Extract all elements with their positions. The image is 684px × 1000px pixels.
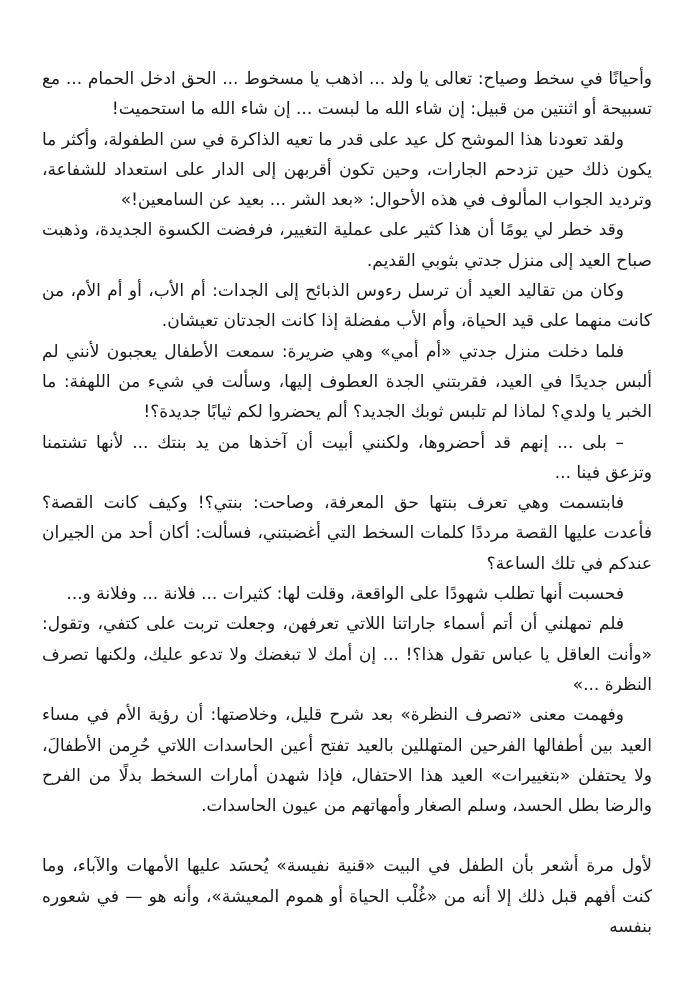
paragraph: وقد خطر لي يومًا أن هذا كثير على عملية التغيير، فرفضت الكسوة الجديدة، وذهبت صباح العيد إلى منزل جدتي بثوبي القديم. [42, 220, 652, 271]
paragraph: ولقد تعودنا هذا الموشح كل عيد على قدر ما تعيه الذاكرة في سن الطفولة، وأكثر ما يكون ذلك حين تزدحم الجارات، وحين تكون أقربهن إلى الدار على استعداد للشفاعة، وترديد الجواب المألوف في هذه الأحوال: «بعد الشر ... بعيد عن السامعين!» [42, 129, 652, 211]
document-body [42, 64, 652, 942]
paragraph: – بلى ... إنهم قد أحضروها، ولكنني أبيت أن آخذها من يد بنتك ... لأنها تشتمنا وتزعق فينا ... [42, 432, 652, 483]
paragraph: فلم تمهلني أن أتم أسماء جاراتنا اللاتي تعرفهن، وجعلت تربت على كتفي، وتقول: «وأنت العاقل يا عباس تقول هذا؟! ... إن أمك لا تبغضك ولا تدعو عليك، ولكنها تصرف النظرة ...» [42, 614, 652, 695]
paragraph: فحسبت أنها تطلب شهودًا على الواقعة، وقلت لها: كثيرات ... فلانة ... وفلانة و... [66, 584, 624, 605]
paragraph: وفهمت معنى «تصرف النظرة» بعد شرح قليل، وخلاصتها: أن رؤية الأم في مساء العيد بين أطفالها الفرحين المتهللين بالعيد تفتح أعين الحاسدات اللاتي حُرِمن الأطفالَ، ولا يحتفلن «بتغييرات» العيد هذا الاحتفال، فإذا شهدن أمارات السخط بدلًا من الفرح والرضا بطل الحسد، وسلم الصغار وأمهاتهم من عيون الحاسدات. [42, 705, 652, 817]
paragraph: لأول مرة أشعر بأن الطفل في البيت «قنية نفيسة» يُحسَد عليها الأمهات والآباء، وما كنت أفهم قبل ذلك إلا أنه من «غُلْب الحياة أو هموم المعيشة»، وأنه هو — في شعوره بنفسه [42, 856, 652, 938]
paragraph: وكان من تقاليد العيد أن ترسل رءوس الذبائح إلى الجدات: أم الأب، أو أم الأم، من كانت منهما على قيد الحياة، وأم الأب مفضلة إذا كانت الجدتان تعيشان. [42, 281, 652, 332]
paragraph: وأحيانًا في سخط وصياح: تعالى يا ولد ... اذهب يا مسخوط ... الحق ادخل الحمام ... مع تسبيحة أو اثنتين من قبيل: إن شاء الله ما لبست ... إن شاء الله ما استحميت! [42, 69, 652, 120]
paragraph: فلما دخلت منزل جدتي «أم أمي» وهي ضريرة: سمعت الأطفال يعجبون لأنني لم ألبس جديدًا في العيد، فقربتني الجدة العطوف إليها، وسألت في شيء من اللهفة: ما الخبر يا ولدي؟ لماذا لم تلبس ثوبك الجديد؟ ألم يحضروا لكم ثيابًا جديدة؟! [42, 341, 652, 423]
paragraph: فابتسمت وهي تعرف بنتها حق المعرفة، وصاحت: بنتي؟! وكيف كانت القصة؟ فأعدت عليها القصة مرددًا كلمات السخط التي أغضبتني، فسألت: أكان أحد من الجيران عندكم في تلك الساعة؟ [42, 493, 652, 574]
